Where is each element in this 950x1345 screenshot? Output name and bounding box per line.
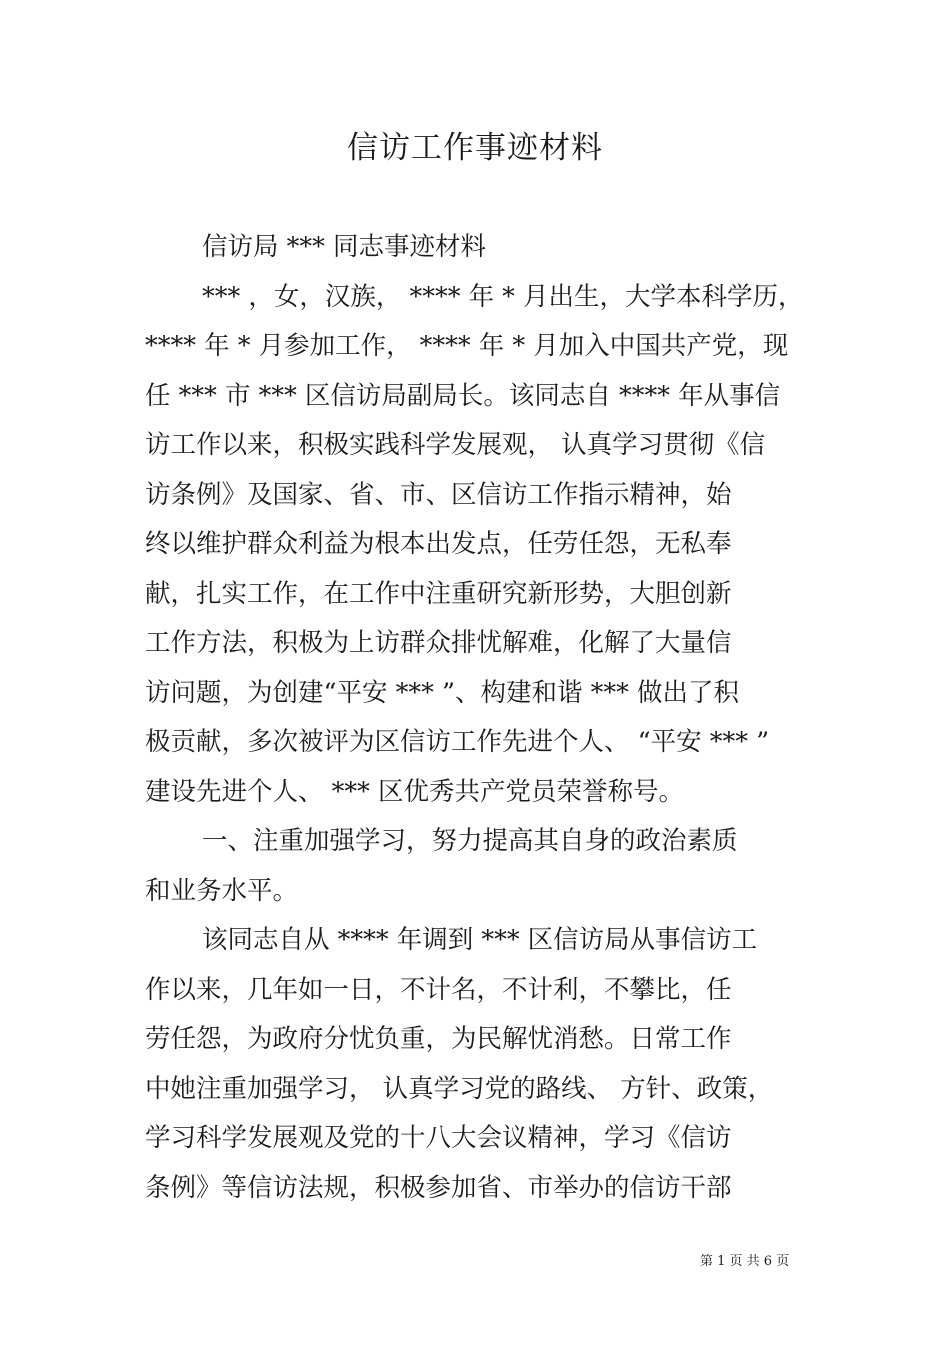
section-heading-line: 和业务水平。 [145, 875, 299, 906]
page-number: 第 1 页 共 6 页 [700, 1254, 790, 1269]
paragraph-line: 访条例》及国家、省、市、区信访工作指示精神，始 [145, 479, 732, 510]
section-heading-line: 一、注重加强学习，努力提高其自身的政治素质 [202, 826, 738, 856]
paragraph-line: 献，扎实工作，在工作中注重研究新形势，大胆创新 [145, 578, 732, 609]
paragraph-line: 作以来，几年如一日，不计名，不计利，不攀比，任 [145, 974, 732, 1005]
paragraph-line: *** ，女，汉族， **** 年 * 月出生，大学本科学历， [202, 281, 804, 312]
document-body [145, 223, 810, 1213]
document-title: 信访工作事迹材料 [347, 130, 603, 166]
paragraph-line: 信访局 *** 同志事迹材料 [202, 232, 486, 262]
paragraph-line: 该同志自从 **** 年调到 *** 区信访局从事信访工 [202, 925, 758, 955]
paragraph-line: **** 年 * 月参加工作， **** 年 * 月加入中国共产党，现 [145, 331, 789, 361]
paragraph-line: 访问题，为创建“平安 *** ”、构建和谐 *** 做出了积 [145, 677, 739, 708]
paragraph-line: 条例》等信访法规，积极参加省、市举办的信访干部 [145, 1172, 732, 1203]
paragraph-line: 极贡献，多次被评为区信访工作先进个人、 “平安 *** ” [145, 727, 770, 757]
paragraph-line: 工作方法，积极为上访群众排忧解难，化解了大量信 [145, 628, 732, 658]
paragraph-line: 访工作以来，积极实践科学发展观， 认真学习贯彻《信 [145, 430, 766, 460]
paragraph-line: 终以维护群众利益为根本出发点，任劳任怨，无私奉 [145, 529, 732, 559]
paragraph-line: 学习科学发展观及党的十八大会议精神，学习《信访 [145, 1123, 732, 1153]
paragraph-line: 建设先进个人、 *** 区优秀共产党员荣誉称号。 [145, 776, 684, 807]
paragraph-line: 劳任怨，为政府分忧负重，为民解忧消愁。日常工作 [145, 1024, 732, 1054]
paragraph-line: 中她注重加强学习， 认真学习党的路线、 方针、政策， [145, 1073, 774, 1104]
paragraph-line: 任 *** 市 *** 区信访局副局长。该同志自 **** 年从事信 [145, 380, 781, 411]
